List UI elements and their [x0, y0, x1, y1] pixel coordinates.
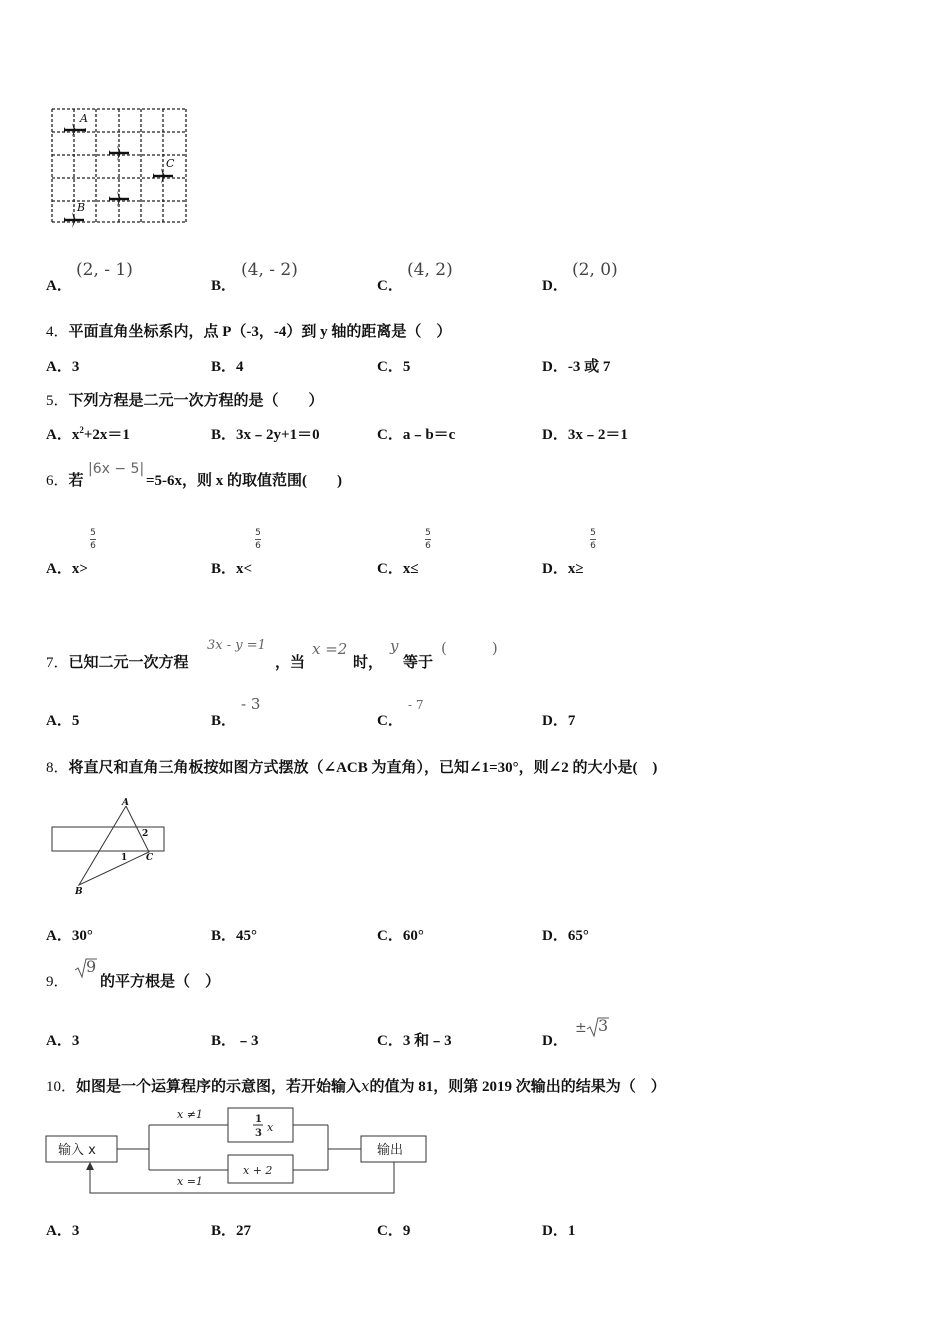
q6-option-b-fraction: 5 6 — [255, 528, 261, 551]
q9-option-a-letter: A． — [46, 1033, 72, 1049]
q6-text: =5-6x，则 x 的取值范围( ) — [146, 473, 343, 489]
q7-option-c-letter: C． — [377, 713, 403, 729]
q7-answer-paren: ( ) — [441, 639, 498, 657]
q10-option-b-value: 27 — [236, 1223, 252, 1239]
q6-option-b-value: x< — [236, 561, 253, 577]
flow-output-label: 输出 — [377, 1143, 404, 1158]
flow-cond-bottom: x =1 — [177, 1175, 203, 1188]
airplane-grid-figure — [46, 104, 191, 230]
flow-cond-top: x ≠1 — [177, 1108, 203, 1121]
q6-option-d-letter: D． — [542, 561, 568, 577]
q5-option-a-letter: A． — [46, 427, 72, 443]
q9-option-d-radicand: 3 — [598, 1016, 609, 1035]
q5-option-d-value: 3x﹣2＝1 — [567, 427, 628, 443]
q7-pre: 已知二元一次方程 — [68, 655, 189, 671]
q9-radicand: 9 — [86, 957, 97, 976]
q7-number: 7． — [46, 655, 69, 671]
q8-option-b-value: 45° — [236, 928, 258, 944]
q4-option-c-value: 5 — [402, 359, 411, 375]
q9-option-c-value: 3 和﹣3 — [402, 1033, 452, 1049]
q9-option-a-value: 3 — [71, 1033, 80, 1049]
q10-option-b-letter: B． — [211, 1223, 237, 1239]
q7-option-d-value: 7 — [567, 713, 576, 729]
q5-option-a-rest: +2x＝1 — [83, 427, 130, 443]
fig-label-angle-1: 1 — [121, 853, 128, 863]
q6-option-b-letter: B． — [211, 561, 237, 577]
q4-option-c-letter: C． — [377, 359, 403, 375]
q8-option-d-letter: D． — [542, 928, 568, 944]
q3-option-d-value: (2, 0) — [572, 260, 618, 280]
q8-option-b-letter: B． — [211, 928, 237, 944]
fig-label-c: C — [146, 853, 154, 863]
q3-option-b-value: (4, - 2) — [241, 260, 298, 280]
q7-var: y — [390, 637, 399, 655]
grid-label-a: A — [80, 112, 88, 125]
flow-frac-num: 1 — [255, 1114, 262, 1125]
fig-label-angle-2: 2 — [142, 829, 149, 839]
q5-option-c-value: a﹣b＝c — [402, 427, 456, 443]
q8-number: 8． — [46, 760, 69, 776]
q6-option-a-fraction: 5 6 — [90, 528, 96, 551]
q10-option-a-letter: A． — [46, 1223, 72, 1239]
q7-condition: x =2 — [312, 640, 348, 658]
q10-option-d-letter: D． — [542, 1223, 568, 1239]
flow-input-label: 输入 x — [58, 1143, 96, 1158]
flowchart-figure — [44, 1104, 434, 1196]
q10-option-c-value: 9 — [402, 1223, 411, 1239]
q8-option-a-letter: A． — [46, 928, 72, 944]
q7-option-d-letter: D． — [542, 713, 568, 729]
q10-var: x — [361, 1077, 370, 1095]
airplane-icon — [64, 123, 86, 137]
q9-option-b-value: ﹣3 — [236, 1033, 259, 1049]
q6-option-c-letter: C． — [377, 561, 403, 577]
q5-option-b-value: 3x﹣2y+1＝0 — [236, 427, 320, 443]
grid-label-c: C — [166, 157, 175, 170]
ruler-triangle-figure — [46, 795, 171, 898]
q3-option-a-value: (2, - 1) — [76, 260, 133, 280]
q10-pre: 如图是一个运算程序的示意图，若开始输入 — [76, 1079, 362, 1095]
q5-text: 下列方程是二元一次方程的是（ ） — [68, 393, 324, 409]
q8-option-c-letter: C． — [377, 928, 403, 944]
q8-text: 将直尺和直角三角板按如图方式摆放（∠ACB 为直角），已知∠1=30°，则∠2 的大小是( ) — [68, 760, 658, 776]
airplane-icon — [109, 145, 129, 161]
q3-option-d-letter: D． — [542, 278, 568, 294]
q4-number: 4． — [46, 324, 69, 340]
q10-option-c-letter: C． — [377, 1223, 403, 1239]
q4-option-a-letter: A． — [46, 359, 72, 375]
arrow-up-icon — [86, 1162, 94, 1170]
q9-option-c-letter: C． — [377, 1033, 403, 1049]
q7-equation: 3x - y =1 — [207, 638, 266, 653]
q10-post: 的值为 81，则第 2019 次输出的结果为（ ） — [369, 1079, 666, 1095]
q4-option-b-letter: B． — [211, 359, 237, 375]
q9-text: 的平方根是（ ） — [100, 974, 221, 990]
q5-option-c-letter: C． — [377, 427, 403, 443]
q7-mid: ，当 — [275, 655, 306, 671]
q9-option-d-letter: D． — [542, 1033, 568, 1049]
q8-option-a-value: 30° — [71, 928, 93, 944]
q7-option-a-value: 5 — [71, 713, 80, 729]
q3-option-a-letter: A． — [46, 278, 72, 294]
q6-option-c-value: x≤ — [402, 561, 419, 577]
q6-option-d-value: x≥ — [567, 561, 584, 577]
flow-plus-label: x + 2 — [243, 1164, 273, 1177]
q6-option-a-value: x> — [71, 561, 88, 577]
q9-option-d-pm: ± — [575, 1020, 587, 1036]
q7-option-a-letter: A． — [46, 713, 72, 729]
q6-abs-expression: |6x − 5| — [88, 461, 145, 477]
q10-number: 10． — [46, 1079, 77, 1095]
q6-option-c-fraction: 5 6 — [425, 528, 431, 551]
q5-number: 5． — [46, 393, 69, 409]
q7-option-b-value: - 3 — [241, 695, 261, 713]
q3-option-b-letter: B． — [211, 278, 237, 294]
q8-option-d-value: 65° — [567, 928, 589, 944]
q9-number: 9． — [46, 974, 69, 990]
fig-label-b: B — [75, 887, 83, 897]
q5-option-d-letter: D． — [542, 427, 568, 443]
q4-option-a-value: 3 — [71, 359, 80, 375]
q7-option-b-letter: B． — [211, 713, 237, 729]
q7-option-c-value: - 7 — [408, 698, 424, 712]
flow-frac-var: x — [267, 1121, 274, 1134]
q6-option-d-fraction: 5 6 — [590, 528, 596, 551]
grid-label-b: B — [77, 201, 86, 214]
q10-option-d-value: 1 — [567, 1223, 576, 1239]
q4-text: 平面直角坐标系内，点 P（-3，-4）到 y 轴的距离是（ ） — [68, 324, 452, 340]
q6-option-a-letter: A． — [46, 561, 72, 577]
q7-post: 等于 — [403, 655, 434, 671]
flow-frac-den: 3 — [255, 1128, 262, 1139]
q6-pre: 若 — [68, 473, 84, 489]
q10-option-a-value: 3 — [71, 1223, 80, 1239]
q5-option-b-letter: B． — [211, 427, 237, 443]
q3-option-c-letter: C． — [377, 278, 403, 294]
q9-option-b-letter: B． — [211, 1033, 237, 1049]
q5-option-a-exponent: 2 — [79, 425, 84, 435]
q8-option-c-value: 60° — [402, 928, 424, 944]
q7-mid2: 时， — [353, 655, 384, 671]
q3-option-c-value: (4, 2) — [407, 260, 453, 280]
fig-label-a: A — [122, 798, 129, 808]
q4-option-d-letter: D． — [542, 359, 568, 375]
q5-option-a-base: x — [71, 427, 80, 443]
q4-option-d-value: -3 或 7 — [567, 359, 611, 375]
q4-option-b-value: 4 — [236, 359, 244, 375]
q6-number: 6． — [46, 473, 69, 489]
